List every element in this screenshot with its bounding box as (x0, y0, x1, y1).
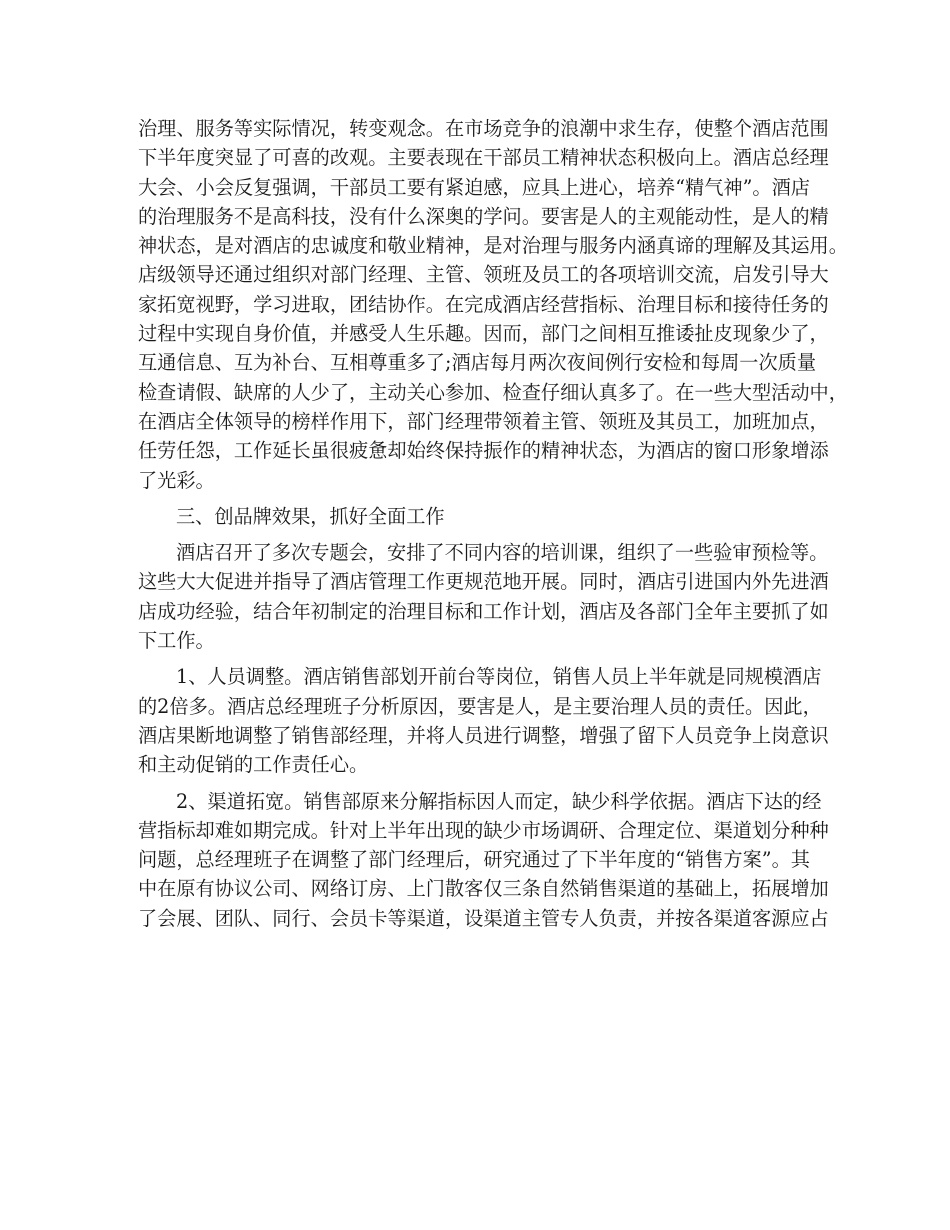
text-line: 在酒店全体领导的榜样作用下，部门经理带领着主管、领班及其员工，加班加点， (138, 409, 829, 433)
paragraph-p4 (138, 662, 828, 779)
text-line: 酒店召开了多次专题会，安排了不同内容的培训课，组织了一些验审预检等。 (176, 541, 829, 565)
text-line: 店级领导还通过组织对部门经理、主管、领班及员工的各项培训交流，启发引导大 (138, 263, 829, 287)
document-body (138, 114, 848, 933)
text-line: 任劳任怨，工作延长虽很疲惫却始终保持振作的精神状态，为酒店的窗口形象增添 (138, 439, 829, 463)
text-line: 了光彩。 (138, 468, 215, 492)
text-line: 下工作。 (138, 629, 215, 653)
paragraph-p1 (138, 114, 848, 495)
text-line: 的2倍多。酒店总经理班子分析原因，要害是人，是主要治理人员的责任。因此， (138, 694, 822, 718)
text-line: 过程中实现自身价值，并感受人生乐趣。因而，部门之间相互推诿扯皮现象少了， (138, 322, 829, 346)
text-line: 1、人员调整。酒店销售部划开前台等岗位，销售人员上半年就是同规模酒店 (176, 665, 822, 689)
text-line: 问题，总经理班子在调整了部门经理后，研究通过了下半年度的“销售方案”。其 (138, 848, 810, 872)
text-line: 营指标却难如期完成。针对上半年出现的缺少市场调研、合理定位、渠道划分种种 (138, 818, 829, 842)
text-line: 和主动促销的工作责任心。 (138, 753, 369, 777)
text-line: 互通信息、互为补台、互相尊重多了;酒店每月两次夜间例行安检和每周一次质量 (138, 351, 817, 375)
text-line: 的治理服务不是高科技，没有什么深奥的学问。要害是人的主观能动性，是人的精 (138, 204, 829, 228)
text-line: 酒店果断地调整了销售部经理，并将人员进行调整，增强了留下人员竞争上岗意识 (138, 723, 829, 747)
text-line: 了会展、团队、同行、会员卡等渠道，设渠道主管专人负责，并按各渠道客源应占 (138, 906, 829, 930)
text-line: 下半年度突显了可喜的改观。主要表现在干部员工精神状态积极向上。酒店总经理 (138, 146, 829, 170)
text-line: 治理、服务等实际情况，转变观念。在市场竞争的浪潮中求生存，使整个酒店范围 (138, 117, 829, 140)
text-line: 家拓宽视野，学习进取，团结协作。在完成酒店经营指标、治理目标和接待任务的 (138, 292, 829, 316)
text-line: 店成功经验，结合年初制定的治理目标和工作计划，酒店及各部门全年主要抓了如 (138, 599, 829, 623)
text-line: 三、创品牌效果，抓好全面工作 (176, 504, 445, 528)
text-line: 2、渠道拓宽。销售部原来分解指标因人而定，缺少科学依据。酒店下达的经 (176, 789, 822, 813)
text-line: 神状态，是对酒店的忠诚度和敬业精神，是对治理与服务内涵真谛的理解及其运用。 (138, 234, 848, 258)
text-line: 大会、小会反复强调，干部员工要有紧迫感，应具上进心，培养“精气神”。酒店 (138, 175, 810, 199)
paragraph-p5 (138, 787, 828, 933)
paragraph-p3 (138, 538, 828, 655)
text-line: 中在原有协议公司、网络订房、上门散客仅三条自然销售渠道的基础上，拓展增加 (138, 877, 829, 901)
paragraph-p2 (138, 502, 828, 531)
text-line: 这些大大促进并指导了酒店管理工作更规范地开展。同时，酒店引进国内外先进酒 (138, 570, 829, 594)
text-line: 检查请假、缺席的人少了，主动关心参加、检查仔细认真多了。在一些大型活动中， (138, 380, 848, 404)
